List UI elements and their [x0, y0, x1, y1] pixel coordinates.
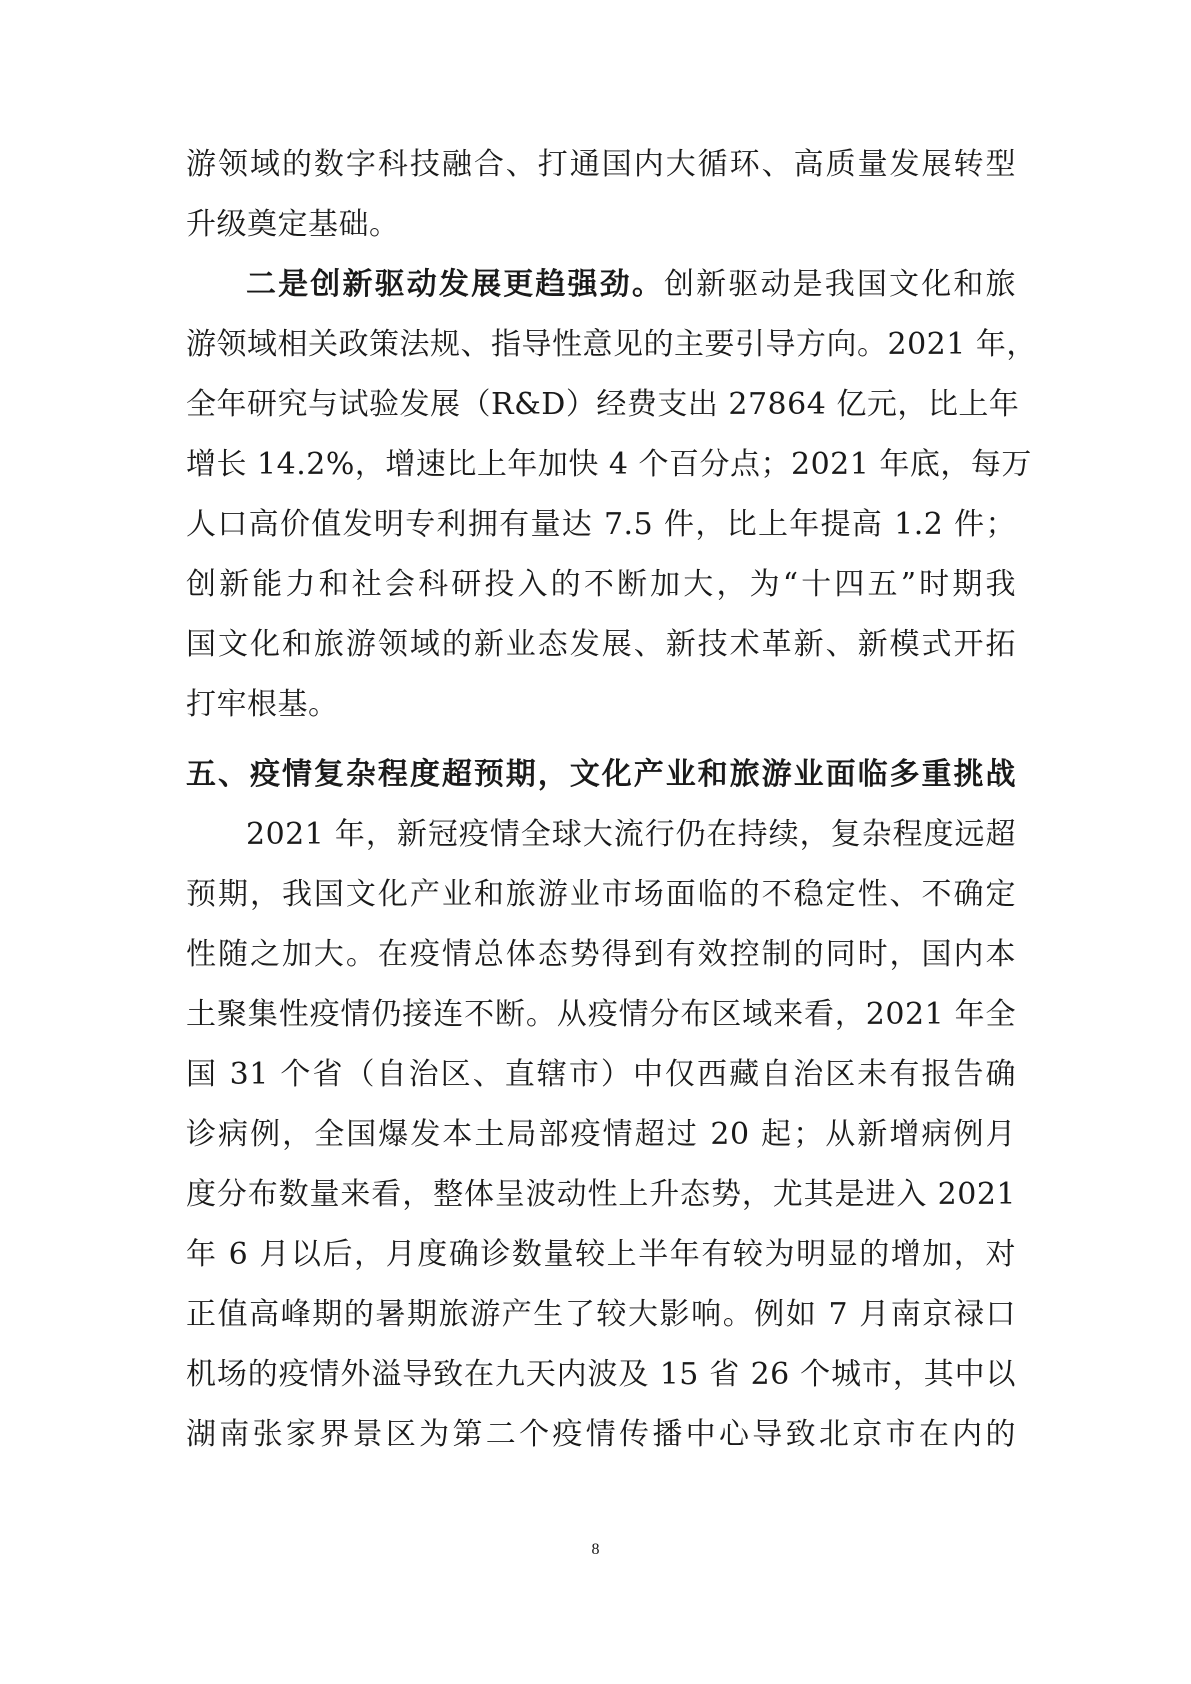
paragraph-2-line-8: 打牢根基。 — [186, 687, 339, 722]
paragraph-1-line-1: 游领域的数字科技融合、打通国内大循环、高质量发展转型 — [186, 147, 1016, 182]
paragraph-2-lead-bold: 二是创新驱动发展更趋强劲。 — [246, 267, 664, 302]
paragraph-3-line-4: 土聚集性疫情仍接连不断。从疫情分布区域来看，2021 年全 — [186, 997, 1016, 1032]
paragraph-2-line-2: 游领域相关政策法规、指导性意见的主要引导方向。2021 年， — [186, 327, 1037, 362]
paragraph-2-line-1 — [246, 265, 1016, 305]
paragraph-2-lead-rest: 创新驱动是我国文化和旅 — [663, 267, 1017, 302]
paragraph-2-line-4: 增长 14.2%，增速比上年加快 4 个百分点；2021 年底，每万 — [186, 447, 1032, 482]
section-heading: 五、疫情复杂程度超预期，文化产业和旅游业面临多重挑战 — [186, 757, 1016, 792]
paragraph-2-line-5: 人口高价值发明专利拥有量达 7.5 件，比上年提高 1.2 件； — [186, 507, 1016, 542]
paragraph-3-line-2: 预期，我国文化产业和旅游业市场面临的不稳定性、不确定 — [186, 877, 1016, 912]
paragraph-2-line-6: 创新能力和社会科研投入的不断加大，为“十四五”时期我 — [186, 567, 1016, 602]
paragraph-3-line-3: 性随之加大。在疫情总体态势得到有效控制的同时，国内本 — [186, 937, 1016, 972]
page-number: 8 — [591, 1541, 600, 1558]
paragraph-3-line-11: 湖南张家界景区为第二个疫情传播中心导致北京市在内的 — [186, 1417, 1016, 1452]
paragraph-1-line-2: 升级奠定基础。 — [186, 207, 400, 242]
paragraph-3-line-1: 2021 年，新冠疫情全球大流行仍在持续，复杂程度远超 — [246, 817, 1016, 852]
paragraph-3-line-7: 度分布数量来看，整体呈波动性上升态势，尤其是进入 2021 — [186, 1177, 1016, 1212]
paragraph-3-line-5: 国 31 个省（自治区、直辖市）中仅西藏自治区未有报告确 — [186, 1057, 1016, 1092]
paragraph-3-line-9: 正值高峰期的暑期旅游产生了较大影响。例如 7 月南京禄口 — [186, 1297, 1016, 1332]
paragraph-2-line-7: 国文化和旅游领域的新业态发展、新技术革新、新模式开拓 — [186, 627, 1016, 662]
paragraph-3-line-10: 机场的疫情外溢导致在九天内波及 15 省 26 个城市，其中以 — [186, 1357, 1016, 1392]
paragraph-2-line-3: 全年研究与试验发展（R&D）经费支出 27864 亿元，比上年 — [186, 387, 1020, 422]
paragraph-3-line-6: 诊病例，全国爆发本土局部疫情超过 20 起；从新增病例月 — [186, 1117, 1016, 1152]
paragraph-3-line-8: 年 6 月以后，月度确诊数量较上半年有较为明显的增加，对 — [186, 1237, 1016, 1272]
